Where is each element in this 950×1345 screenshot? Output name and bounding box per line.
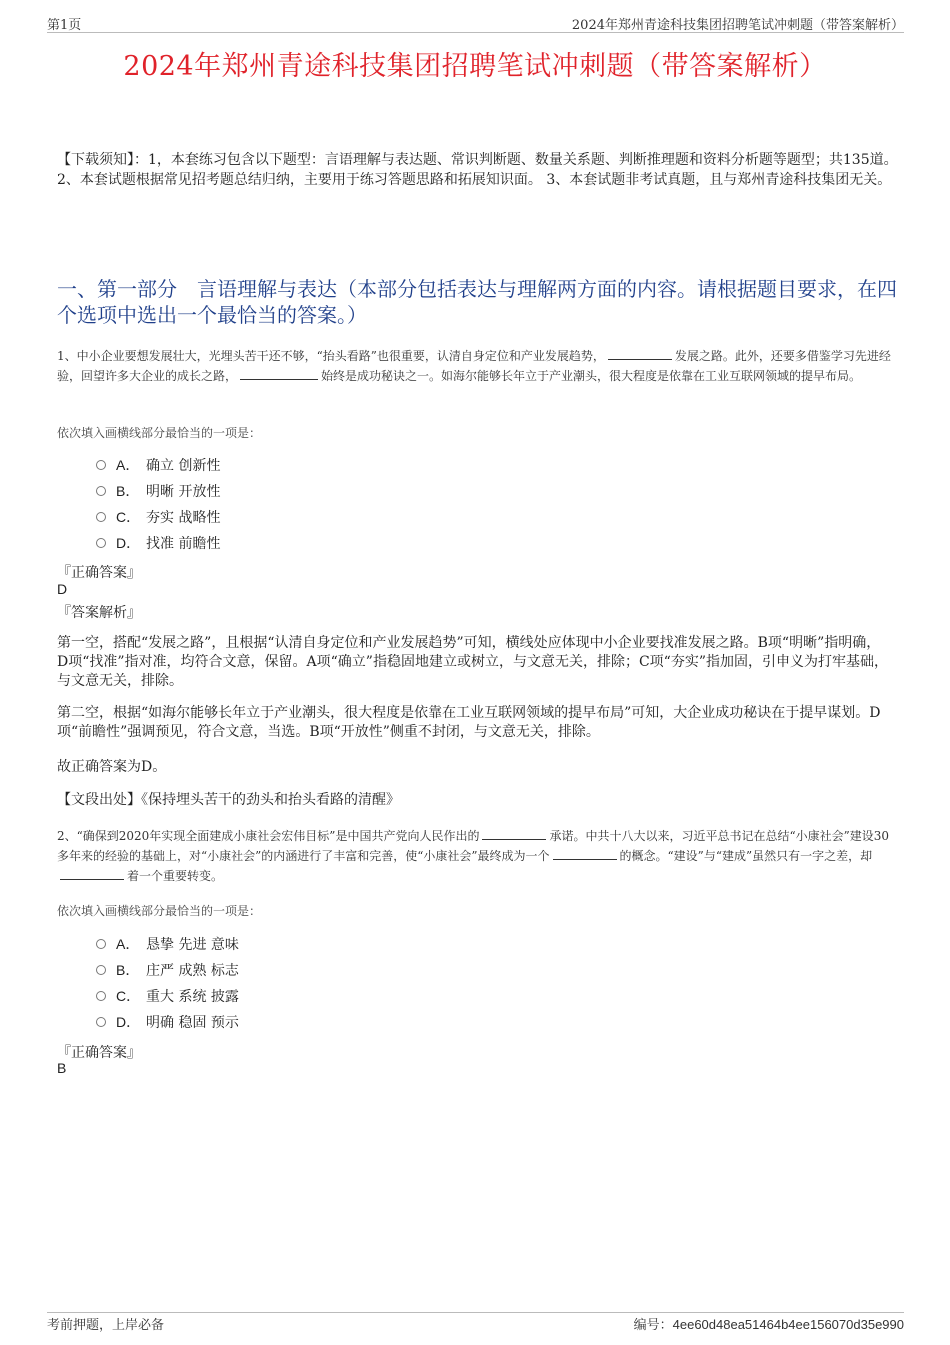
option-text: 确立 创新性 (146, 458, 221, 474)
option-letter: A． (116, 936, 140, 952)
correct-answer: B (57, 1060, 67, 1076)
download-notice: 【下载须知】：1，本套练习包含以下题型：言语理解与表达题、常识判断题、数量关系题、判断推理题和资料分析题等题型；共135道。 2、本套试题根据常见招考题总结归纳，主要用于练习答题思路和拓展知识面。 3、本套试题非考试真题，且与郑州青途科技集团无关。 (57, 152, 898, 188)
stem-text: 始终是成功秘诀之一。如海尔能够长年立于产业潮头，很大程度是依靠在工业互联网领域的提早布局。 (321, 369, 862, 383)
option-text: 明确 稳固 预示 (146, 1015, 239, 1031)
option-text: 找准 前瞻性 (146, 536, 221, 552)
correct-answer-label: 『正确答案』 (57, 565, 141, 581)
fill-blank (240, 367, 318, 380)
option-text: 恳挚 先进 意味 (146, 937, 239, 953)
stem-text: 承诺。中共十八大以来，习近平总书记在总结“小康社会”建设30多年来的经验的基础上，对“小康社会”的内涵进行了丰富和完善，使“小康社会”最终成为一个 (57, 829, 889, 863)
question-2-options (96, 931, 239, 1035)
correct-answer-label: 『正确答案』 (57, 1045, 141, 1061)
radio-icon[interactable] (96, 991, 106, 1001)
fill-blank (482, 827, 546, 840)
fill-blank (60, 867, 124, 880)
option-c[interactable] (96, 504, 220, 530)
stem-text: 1、中小企业要想发展壮大，光埋头苦干还不够，“抬头看路”也很重要，认清自身定位和产业发展趋势， (57, 349, 605, 363)
option-c[interactable] (96, 983, 239, 1009)
stem-text: 着一个重要转变。 (127, 869, 224, 883)
option-letter: D． (116, 535, 141, 551)
option-letter: D． (116, 1014, 141, 1030)
stem-text: 发展之路。此外，还要多借鉴学习先进经验，回望许多大企业的成长之路， (57, 349, 891, 383)
option-letter: C． (116, 988, 141, 1004)
option-b[interactable] (96, 478, 220, 504)
radio-icon[interactable] (96, 486, 106, 496)
fill-blank (553, 847, 617, 860)
document-code: 编号：4ee60d48ea51464b4ee156070d35e990 (633, 1317, 904, 1332)
radio-icon[interactable] (96, 1017, 106, 1027)
radio-icon[interactable] (96, 512, 106, 522)
option-text: 夯实 战略性 (146, 510, 221, 526)
section-heading: 一、第一部分 言语理解与表达（本部分包括表达与理解两方面的内容。请根据题目要求，在四个选项中选出一个最恰当的答案。） (57, 277, 897, 327)
option-text: 明晰 开放性 (146, 484, 221, 500)
question-1-options (96, 452, 220, 556)
footer-slogan: 考前押题，上岸必备 (47, 1318, 165, 1333)
analysis-paragraph: 第一空，搭配“发展之路”，且根据“认清自身定位和产业发展趋势”可知，横线处应体现中小企业要找准发展之路。B项“明晰”指明确，D项“找准”指对准，均符合文意，保留。A项“确立”指稳固地建立或树立，与文意无关，排除；C项“夯实”指加固，引申义为打牢基础，与文意无关，排除。 (57, 635, 888, 689)
source-citation: 【文段出处】《保持埋头苦干的劲头和抬头看路的清醒》 (57, 792, 400, 808)
header-doc-title: 2024年郑州青途科技集团招聘笔试冲刺题（带答案解析） (571, 18, 904, 33)
option-letter: A． (116, 457, 140, 473)
question-1-prompt: 依次填入画横线部分最恰当的一项是： (57, 426, 262, 440)
option-a[interactable] (96, 931, 239, 957)
question-1-stem (57, 346, 899, 386)
option-d[interactable] (96, 530, 220, 556)
option-text: 庄严 成熟 标志 (146, 963, 239, 979)
analysis-paragraph: 故正确答案为D。 (57, 759, 167, 775)
question-2-prompt: 依次填入画横线部分最恰当的一项是： (57, 904, 262, 918)
correct-answer: D (57, 581, 68, 597)
page-header (47, 14, 904, 33)
stem-text: 2、“确保到2020年实现全面建成小康社会宏伟目标”是中国共产党向人民作出的 (57, 829, 480, 843)
option-text: 重大 系统 披露 (146, 989, 239, 1005)
document-title: 2024年郑州青途科技集团招聘笔试冲刺题（带答案解析） (123, 51, 827, 82)
question-2-stem (57, 826, 899, 886)
radio-icon[interactable] (96, 460, 106, 470)
option-letter: B． (116, 483, 140, 499)
option-b[interactable] (96, 957, 239, 983)
page-footer (47, 1312, 904, 1333)
analysis-paragraph: 第二空，根据“如海尔能够长年立于产业潮头，很大程度是依靠在工业互联网领域的提早布局”可知，大企业成功秘诀在于提早谋划。D项“前瞻性”强调预见，符合文意，当选。B项“开放性”侧重不封闭，与文意无关，排除。 (57, 705, 881, 740)
stem-text: 的概念。“建设”与“建成”虽然只有一字之差，却 (619, 849, 873, 863)
option-d[interactable] (96, 1009, 239, 1035)
option-a[interactable] (96, 452, 220, 478)
option-letter: B． (116, 962, 140, 978)
analysis-label: 『答案解析』 (57, 605, 141, 621)
fill-blank (608, 347, 672, 360)
option-letter: C． (116, 509, 141, 525)
page-number: 第1页 (47, 18, 82, 33)
radio-icon[interactable] (96, 965, 106, 975)
radio-icon[interactable] (96, 939, 106, 949)
radio-icon[interactable] (96, 538, 106, 548)
